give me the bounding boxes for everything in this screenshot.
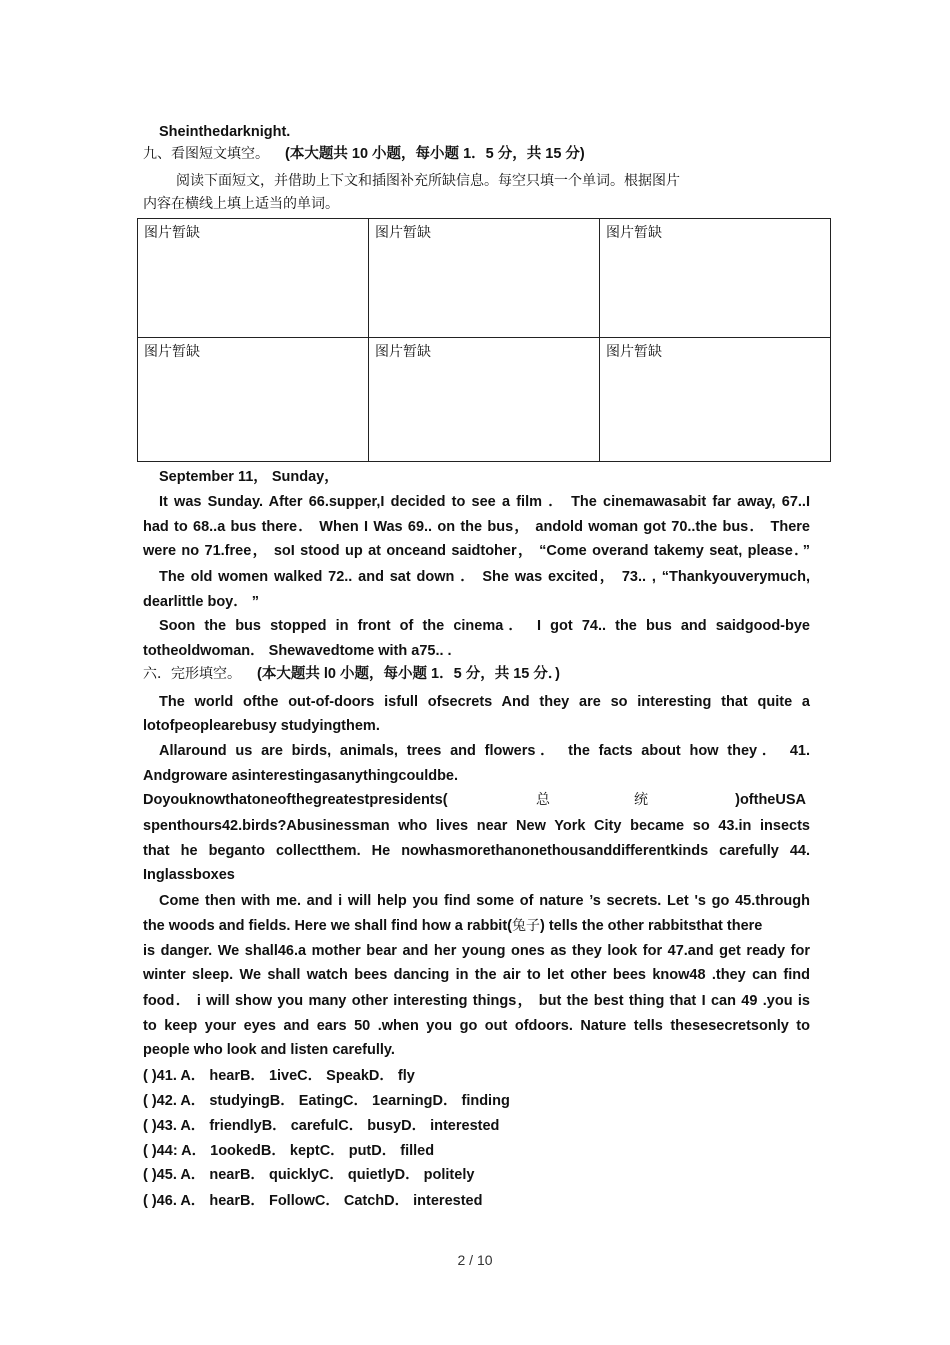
passage9-line: were no 71.free， soI stood up at onceand saidtoher， “Come overand takemy seat, please．” [143,543,810,559]
question-option-row: ( )42. A． studyingB． EatingC． 1earningD． finding [143,1093,510,1109]
section9-rule: (本大题共 10 小题，每小题 1．5 分，共 15 分) [285,146,585,162]
passage6-text: )oftheUSA [735,792,806,808]
page-number: 2 / 10 [457,1252,493,1268]
section9-instructions-2: 内容在横线上填上适当的单词。 [143,196,339,212]
section9-heading [143,144,810,164]
image-placeholder: 图片暂缺 [138,338,369,462]
passage6-line: is danger. We shall46.a mother bear and her young ones as they look for 47.and get ready for [143,943,810,959]
passage6-line: Allaround us are birds, animals, trees and flowers． the facts about how they． 41. [159,743,810,759]
passage6-line: people who look and listen carefully. [143,1042,395,1058]
passage6-text: Doyouknowthatoneofthegreatestpresidents( [143,792,448,808]
passage6-text: the woods and fields. Here we shall find how a rabbit( [143,918,512,934]
passage6-text: ) tells the other rabbitsthat there [540,918,763,934]
passage6-line-rabbit [143,916,810,936]
passage6-line: Andgroware asinterestingasanythingcouldbe. [143,768,459,784]
passage9-line: It was Sunday. After 66.supper,I decided to see a film ． The cinemawasabit far away, 67..I [159,494,810,510]
passage6-cn: 总 [536,792,550,808]
question-option-row: ( )45. A． nearB． quicklyC． quietlyD． politely [143,1167,475,1183]
image-placeholder: 图片暂缺 [369,338,600,462]
passage9-line: totheoldwoman． Shewavedtome with a75.. . [143,643,452,659]
question-option-row: ( )44: A． 1ookedB． keptC． putD． filled [143,1143,435,1159]
passage6-line-presidents [143,790,810,810]
passage6-cn: 兔子 [512,918,540,934]
passage9-line: The old women walked 72.. and sat down ． She was excited， 73.. , “Thankyouverymuch, [159,569,810,585]
passage6-line: food． i will show you many other interesting things， but the best thing that I can 49 .you is [143,993,810,1009]
passage6-line: spenthours42.birds?Abusinessman who lives near New York City became so 43.in insects [143,818,810,834]
section6-rule: (本大题共 l0 小题，每小题 1．5 分，共 15 分．) [257,666,560,682]
section9-instructions-1: 阅读下面短文，并借助上下文和插图补充所缺信息。每空只填一个单词。根据图片 [176,173,680,189]
passage9-line: dearlittle boy． ” [143,594,260,610]
passage6-line: lotofpeoplearebusy studyingthem. [143,718,380,734]
passage6-line: to keep your eyes and ears 50 .when you go out ofdoors. Nature tells thesesecretsonly to [143,1018,810,1034]
passage6-line: Come then with me. and i will help you find some of nature ’s secrets. Let 's go 45.through [159,893,810,909]
image-placeholder-grid [137,218,831,462]
passage9-line: September 11， Sunday， [159,469,339,485]
section6-heading [143,664,810,684]
passage6-line: that he beganto collectthem. He nowhasmorethanonethousanddifferentkinds carefully 44. [143,843,810,859]
section9-title: 九、看图短文填空。 [143,146,269,162]
question-option-row: ( )41. A． hearB． 1iveC． SpeakD． fly [143,1068,415,1084]
passage6-line: Inglassboxes [143,867,235,883]
top-line: Sheinthedarknight. [159,124,291,140]
passage9-line: had to 68..a bus there． When I Was 69.. on the bus， andold woman got 70..the bus． There [143,519,810,535]
section6-title: 六．完形填空。 [143,666,241,682]
passage6-cn: 统 [634,792,648,808]
question-option-row: ( )43. A． friendlyB． carefulC． busyD． interested [143,1118,500,1134]
passage6-line: winter sleep. We shall watch bees dancing in the air to let other bees know48 .they can find [143,967,810,983]
question-option-row: ( )46. A． hearB． FollowC． CatchD． interested [143,1193,483,1209]
image-placeholder: 图片暂缺 [138,219,369,338]
image-placeholder: 图片暂缺 [600,219,831,338]
image-placeholder: 图片暂缺 [369,219,600,338]
passage6-line: The world ofthe out-of-doors isfull ofsecrets And they are so interesting that quite a [159,694,810,710]
image-placeholder: 图片暂缺 [600,338,831,462]
passage9-line: Soon the bus stopped in front of the cinema． I got 74.. the bus and saidgood-bye [159,618,810,634]
